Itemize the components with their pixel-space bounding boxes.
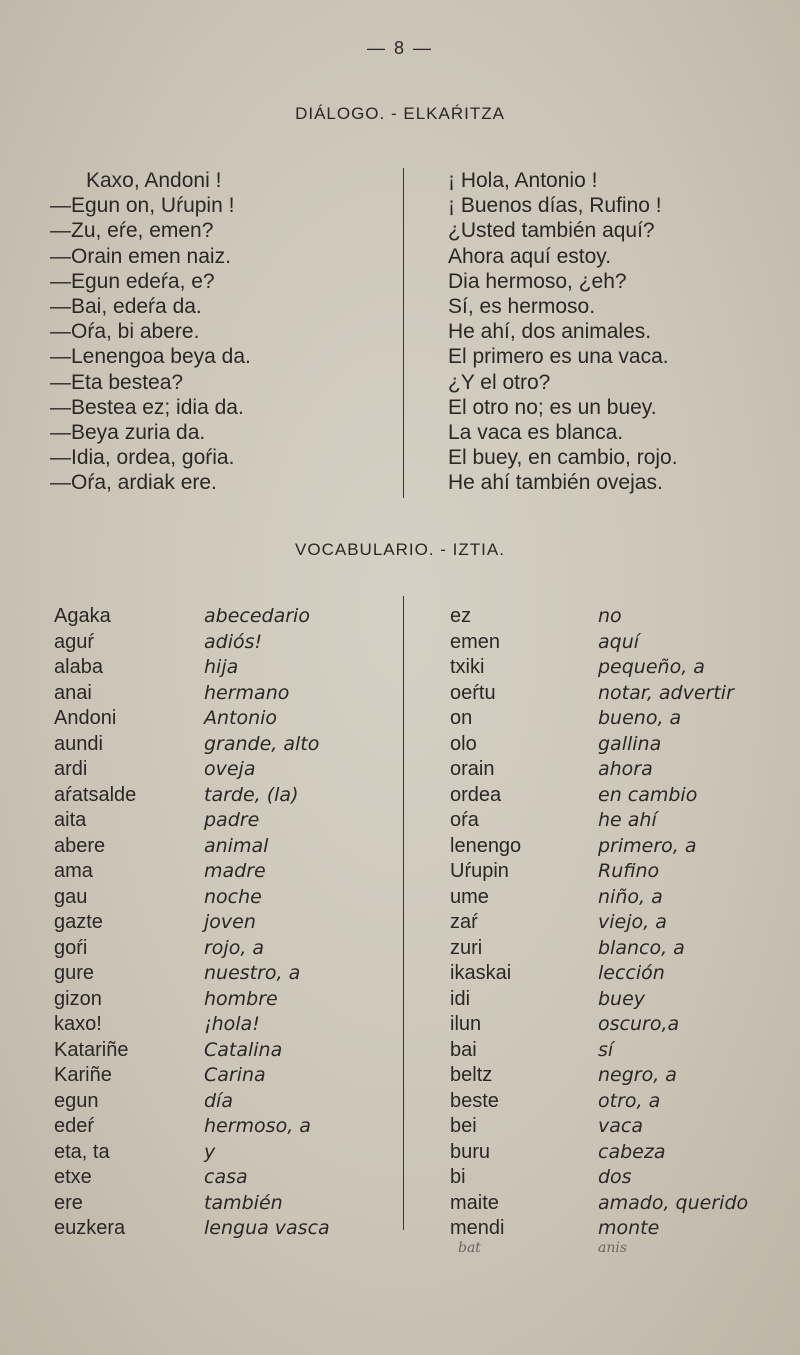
- vocab-term: gure: [54, 962, 95, 984]
- vocab-term: ama: [54, 860, 93, 882]
- vocab-meaning: casa: [204, 1166, 248, 1188]
- vocab-meaning: hermano: [204, 681, 290, 704]
- vocab-right-meanings: [598, 604, 748, 1242]
- vocab-meaning: padre: [204, 809, 260, 831]
- vocab-left-terms: [54, 604, 136, 1242]
- dialog-line-spanish: ¡ Hola, Antonio !: [448, 169, 598, 192]
- vocab-meaning: otro, a: [598, 1089, 661, 1112]
- vocab-meaning: rojo, a: [204, 936, 265, 959]
- vocab-meaning: noche: [204, 885, 262, 908]
- dialog-line-basque: —Zu, eŕe, emen?: [50, 219, 214, 243]
- vocabulary-title: VOCABULARIO. - IZTIA.: [295, 540, 505, 559]
- vocab-meaning: blanco, a: [598, 936, 685, 959]
- dialog-line-basque: —Eta bestea?: [50, 370, 184, 394]
- vocab-term: gizon: [54, 987, 102, 1010]
- vocab-term: ume: [450, 885, 489, 908]
- vocab-term: oeŕtu: [450, 681, 496, 704]
- dialog-line-spanish: He ahí, dos animales.: [448, 320, 652, 344]
- vocab-term: goŕi: [54, 936, 88, 959]
- vocab-meaning: buey: [598, 987, 646, 1010]
- vocab-meaning: hermoso, a: [204, 1115, 311, 1137]
- vocab-term: ez: [450, 605, 472, 627]
- vocab-meaning: nuestro, a: [204, 962, 301, 984]
- dialog-line-basque: —Bai, edeŕa da.: [50, 295, 202, 319]
- dialog-basque-column: [50, 168, 251, 496]
- vocab-meaning: pequeño, a: [598, 656, 705, 678]
- vocab-term: edeŕ: [54, 1115, 95, 1137]
- vocab-term: egun: [54, 1089, 99, 1112]
- vocab-meaning: ¡hola!: [204, 1013, 260, 1035]
- vocab-term: buru: [450, 1140, 491, 1163]
- vocab-term: aŕatsalde: [54, 783, 137, 806]
- vocab-meaning: oscuro,a: [598, 1013, 680, 1035]
- handwritten-note: anis: [598, 1240, 628, 1256]
- vocab-term: gau: [54, 885, 88, 908]
- vocab-meaning: abecedario: [204, 605, 310, 627]
- vocab-term: ilun: [450, 1013, 482, 1035]
- vocab-meaning: adiós!: [204, 630, 263, 653]
- vocab-meaning: dos: [598, 1166, 632, 1188]
- vocab-meaning: sí: [598, 1038, 614, 1061]
- dialog-line-basque: —Orain emen naiz.: [50, 244, 231, 268]
- vocab-meaning: hija: [204, 656, 239, 678]
- vocab-meaning: día: [204, 1089, 233, 1112]
- vocab-meaning: no: [598, 605, 622, 627]
- vocab-meaning: joven: [204, 911, 256, 933]
- vocab-meaning: y: [204, 1140, 216, 1163]
- dialog-line-spanish: ¡ Buenos días, Rufino !: [448, 194, 662, 218]
- vocab-term: Agaka: [54, 605, 111, 627]
- vocab-term: orain: [450, 758, 495, 780]
- vocab-meaning: animal: [204, 834, 269, 857]
- vocab-term: olo: [450, 732, 477, 755]
- dialog-line-spanish: Dia hermoso, ¿eh?: [448, 269, 627, 293]
- vocab-term: Andoni: [54, 707, 117, 729]
- vocab-meaning: he ahí: [598, 809, 657, 831]
- dialog-spanish-column: [448, 168, 678, 496]
- vocab-meaning: viejo, a: [598, 911, 667, 933]
- vocab-meaning: hombre: [204, 987, 278, 1010]
- vocab-term: anai: [54, 681, 92, 704]
- vocab-term: maite: [450, 1191, 499, 1214]
- page-number: — 8 —: [366, 38, 433, 58]
- dialog-line-basque: —Idia, ordea, goŕia.: [50, 446, 235, 470]
- dialog-line-basque: —Oŕa, ardiak ere.: [50, 471, 217, 495]
- vocab-term: on: [450, 707, 473, 729]
- vocab-meaning: amado, querido: [598, 1191, 749, 1214]
- dialog-line-spanish: El buey, en cambio, rojo.: [448, 446, 678, 470]
- vocab-term: idi: [450, 987, 471, 1010]
- vocab-term: bi: [450, 1166, 466, 1188]
- dialog-line-basque: —Egun edeŕa, e?: [50, 269, 215, 293]
- vocab-term: abere: [54, 834, 106, 857]
- vocab-meaning: aquí: [598, 630, 640, 653]
- vocab-term: aita: [54, 809, 87, 831]
- vocab-term: Uŕupin: [450, 860, 509, 882]
- vocab-meaning: cabeza: [598, 1140, 666, 1163]
- handwritten-note: bat: [458, 1240, 481, 1256]
- vocab-meaning: Carina: [204, 1064, 266, 1086]
- vocab-term: ardi: [54, 758, 88, 780]
- vocab-term: txiki: [450, 656, 485, 678]
- vocab-term: beltz: [450, 1064, 493, 1086]
- dialog-line-spanish: ¿Usted también aquí?: [448, 219, 655, 243]
- dialog-line-basque: —Lenengoa beya da.: [50, 345, 251, 369]
- vocab-term: ere: [54, 1191, 83, 1214]
- vocab-meaning: Catalina: [204, 1038, 283, 1061]
- vocab-term: aguŕ: [54, 630, 95, 653]
- vocab-meaning: madre: [204, 860, 266, 882]
- vocab-term: Katariñe: [54, 1038, 129, 1061]
- dialog-line-basque: —Oŕa, bi abere.: [50, 320, 200, 344]
- vocab-meaning: bueno, a: [598, 707, 682, 729]
- dialog-divider: [403, 168, 404, 498]
- vocab-meaning: lección: [598, 962, 665, 984]
- vocab-term: lenengo: [450, 834, 522, 857]
- vocab-term: Kariñe: [54, 1064, 112, 1086]
- dialog-line-spanish: He ahí también ovejas.: [448, 471, 663, 495]
- vocab-divider: [403, 596, 404, 1230]
- dialog-line-spanish: Sí, es hermoso.: [448, 295, 596, 319]
- vocab-meaning: grande, alto: [204, 732, 320, 755]
- vocab-term: ordea: [450, 783, 502, 806]
- vocab-term: mendi: [450, 1217, 505, 1239]
- dialog-line-basque: —Beya zuria da.: [50, 421, 206, 445]
- vocab-term: oŕa: [450, 809, 479, 831]
- vocab-term: eta, ta: [54, 1140, 110, 1163]
- vocab-meaning: vaca: [598, 1115, 643, 1137]
- vocab-meaning: negro, a: [598, 1064, 677, 1086]
- vocab-meaning: también: [204, 1191, 283, 1214]
- vocab-meaning: Antonio: [204, 707, 278, 729]
- vocab-meaning: niño, a: [598, 885, 663, 908]
- vocab-term: kaxo!: [54, 1013, 102, 1035]
- dialog-line-spanish: ¿Y el otro?: [448, 370, 551, 394]
- vocab-term: alaba: [54, 656, 103, 678]
- vocab-right-terms: [450, 604, 521, 1242]
- vocab-term: gazte: [54, 911, 103, 933]
- vocab-term: emen: [450, 630, 501, 653]
- vocab-term: euzkera: [54, 1217, 126, 1239]
- vocab-term: zuri: [450, 936, 483, 959]
- dialog-line-spanish: El primero es una vaca.: [448, 345, 669, 369]
- vocab-meaning: en cambio: [598, 783, 698, 806]
- vocab-meaning: Rufino: [598, 860, 660, 882]
- vocab-meaning: gallina: [598, 732, 662, 755]
- vocab-meaning: oveja: [204, 758, 256, 780]
- vocab-term: etxe: [54, 1166, 92, 1188]
- vocab-term: bei: [450, 1115, 477, 1137]
- dialog-line-spanish: La vaca es blanca.: [448, 421, 624, 445]
- vocab-meaning: notar, advertir: [598, 681, 734, 704]
- dialog-line-spanish: El otro no; es un buey.: [448, 395, 657, 419]
- dialog-line-basque: Kaxo, Andoni !: [86, 169, 222, 192]
- vocab-meaning: primero, a: [598, 834, 697, 857]
- vocab-meaning: monte: [598, 1217, 660, 1239]
- dialog-title: DIÁLOGO. - ELKAŔITZA: [295, 104, 505, 123]
- vocab-term: aundi: [54, 732, 103, 755]
- vocab-term: zaŕ: [450, 911, 478, 933]
- vocab-meaning: ahora: [598, 758, 653, 780]
- vocab-term: beste: [450, 1089, 499, 1112]
- dialog-line-basque: —Egun on, Uŕupin !: [50, 194, 235, 218]
- vocab-meaning: tarde, (la): [204, 783, 299, 806]
- vocab-left-meanings: [204, 604, 330, 1242]
- vocab-term: ikaskai: [450, 962, 512, 984]
- vocab-term: bai: [450, 1038, 477, 1061]
- dialog-line-basque: —Bestea ez; idia da.: [50, 395, 244, 419]
- vocab-meaning: lengua vasca: [204, 1217, 330, 1239]
- dialog-line-spanish: Ahora aquí estoy.: [448, 244, 612, 268]
